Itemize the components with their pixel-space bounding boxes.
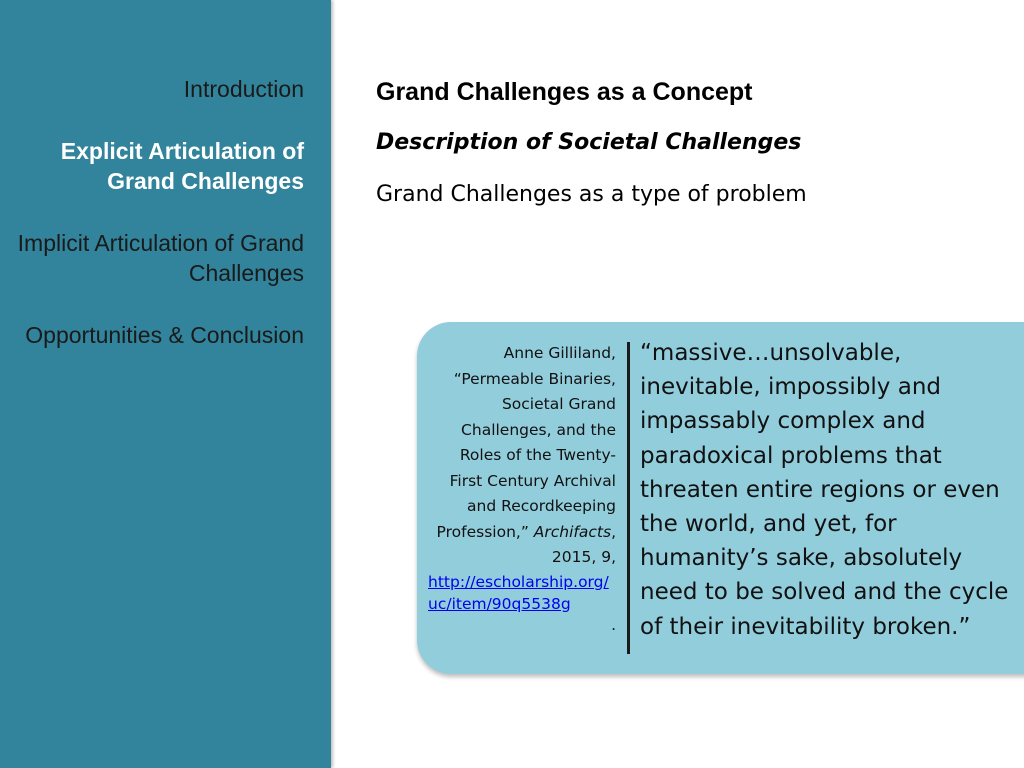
sidebar-nav bbox=[14, 74, 304, 382]
citation-details: , 2015, 9, bbox=[551, 522, 616, 566]
sidebar-item-opportunities-conclusion[interactable]: Opportunities & Conclusion bbox=[25, 322, 304, 348]
vertical-divider bbox=[627, 342, 630, 654]
slide-subtitle: Description of Societal Challenges bbox=[376, 130, 802, 155]
citation-trailing-period: . bbox=[611, 615, 616, 634]
sidebar-item-introduction[interactable]: Introduction bbox=[183, 76, 304, 102]
citation-journal: Archifacts bbox=[533, 522, 612, 541]
citation-text: Anne Gilliland, “Permeable Binaries, Societal Grand Challenges, and the Roles of the Twenty-First Century Archival and Recordkeeping Profession,” bbox=[436, 344, 616, 541]
slide-title: Grand Challenges as a Concept bbox=[376, 78, 753, 106]
citation-link[interactable]: http://escholarship.org/uc/item/90q5538g bbox=[428, 572, 609, 613]
quote-text: “massive…unsolvable, inevitable, impossibly and impassably complex and paradoxical problems that threaten entire regions or even the world, and yet, for humanity’s sake, absolutely need to be solved and the cycle of their inevitability broken.” bbox=[640, 340, 1009, 640]
body-text: Grand Challenges as a type of problem bbox=[376, 182, 807, 207]
sidebar-item-explicit-articulation[interactable]: Explicit Articulation of Grand Challenges bbox=[60, 138, 304, 194]
sidebar bbox=[0, 0, 331, 768]
sidebar-item-implicit-articulation[interactable]: Implicit Articulation of Grand Challenges bbox=[17, 230, 304, 286]
citation bbox=[428, 341, 616, 635]
